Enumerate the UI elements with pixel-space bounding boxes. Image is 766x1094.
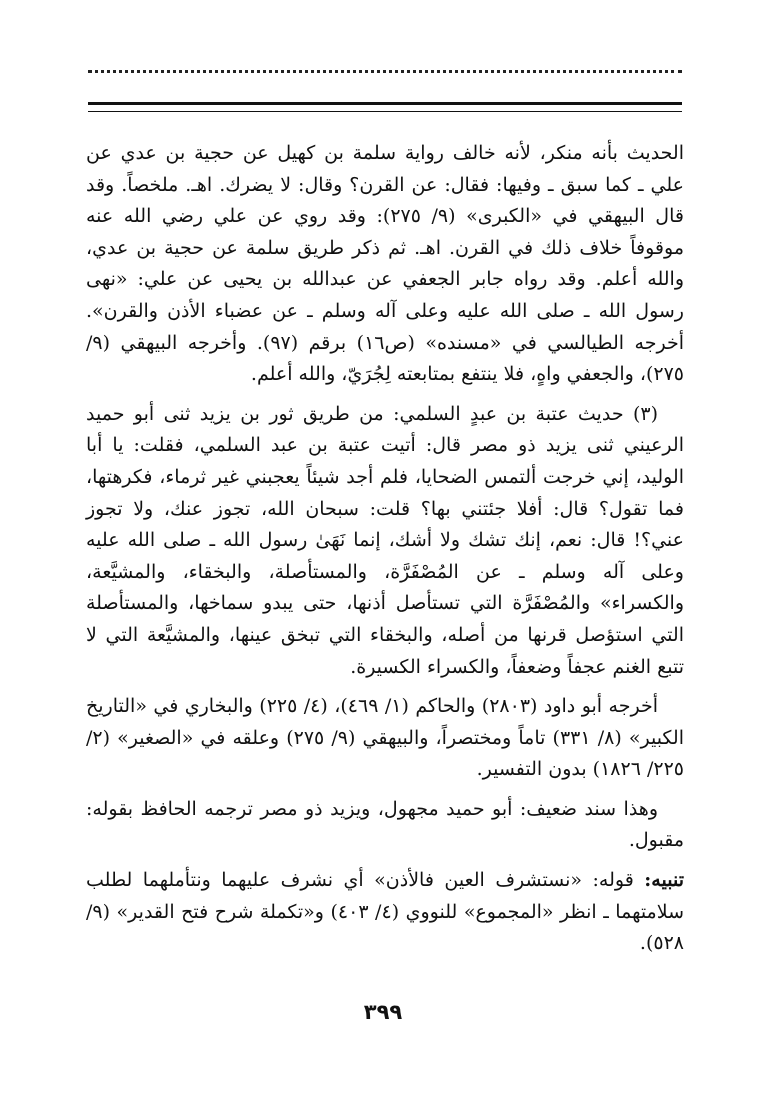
page-body [86, 138, 684, 968]
header-thin-rule [88, 111, 682, 112]
note-label: تنبيه: [644, 869, 684, 892]
paragraph-note [86, 865, 684, 960]
paragraph-isnad-grade: وهذا سند ضعيف: أبو حميد مجهول، ويزيد ذو مصر ترجمه الحافظ بقوله: مقبول. [86, 797, 684, 852]
paragraph-hadith-3: (٣) حديث عتبة بن عبدٍ السلمي: من طريق ثور بن يزيد ثنى أبو حميد الرعيني ثنى يزيد ذو مصر قال: أتيت عتبة بن عبد السلمي، فقلت: يا أبا الوليد، إني خرجت ألتمس الضحايا، فلم أجد شيئاً يعجبني غير ثرماء، فكرهتها، فما تقول؟ قال: أفلا جئتني بها؟ قلت: سبحان الله، تجوز عنك، ولا تجوز عني؟! قال: نعم، إنك تشك ولا أشك، إنما نَهَىٰ رسول الله ـ صلى الله عليه وعلى آله وسلم ـ عن المُصْفَرَّة، والمستأصلة، والبخقاء، والمشيَّعة، والكسراء» والمُصْفَرَّة التي تستأصل أذنها، حتى يبدو سماخها، والمستأصلة التي استؤصل قرنها من أصله، والبخقاء التي تبخق عينها، والمشيَّعة التي لا تتبع الغنم عجفاً وضعفاً، والكسراء الكسيرة. [86, 402, 684, 678]
paragraph-continuation: الحديث بأنه منكر، لأنه خالف رواية سلمة بن كهيل عن حجية بن عدي عن علي ـ كما سبق ـ وفيها: فقال: عن القرن؟ وقال: لا يضرك. اهـ. ملخصاً. وقد قال البيهقي في «الكبرى» (٩/ ٢٧٥): وقد روي عن علي رضي الله عنه موقوفاً خلاف ذلك في القرن. اهـ. ثم ذكر طريق سلمة عن حجية بن عدي، والله أعلم. وقد رواه جابر الجعفي عن عبدالله بن يحيى عن علي: «نهى رسول الله ـ صلى الله عليه وعلى آله وسلم ـ عن عضباء الأذن والقرن». أخرجه الطيالسي في «مسنده» (ص١٦) برقم (٩٧). وأخرجه البيهقي (٩/ ٢٧٥)، والجعفي واهٍ، فلا ينتفع بمتابعته لِجُرَيّ، والله أعلم. [86, 142, 684, 386]
note-text: قوله: «نستشرف العين فالأذن» أي نشرف عليهما ونتأملهما لطلب سلامتهما ـ انظر «المجموع» للنووي (٤/ ٤٠٣) و«تكملة شرح فتح القدير» (٩/ ٥٢٨). [86, 869, 684, 955]
header-thick-rule [88, 102, 682, 105]
page-number: ٣٩٩ [363, 1000, 403, 1024]
paragraph-takhrij: أخرجه أبو داود (٢٨٠٣) والحاكم (١/ ٤٦٩)، (٤/ ٢٢٥) والبخاري في «التاريخ الكبير» (٨/ ٣٣١) تاماً ومختصراً، والبيهقي (٩/ ٢٧٥) وعلقه في «الصغير» (٢/ ٢٢٥/ ١٨٢٦) بدون التفسير. [86, 695, 684, 781]
header-dotted-rule [88, 70, 682, 83]
